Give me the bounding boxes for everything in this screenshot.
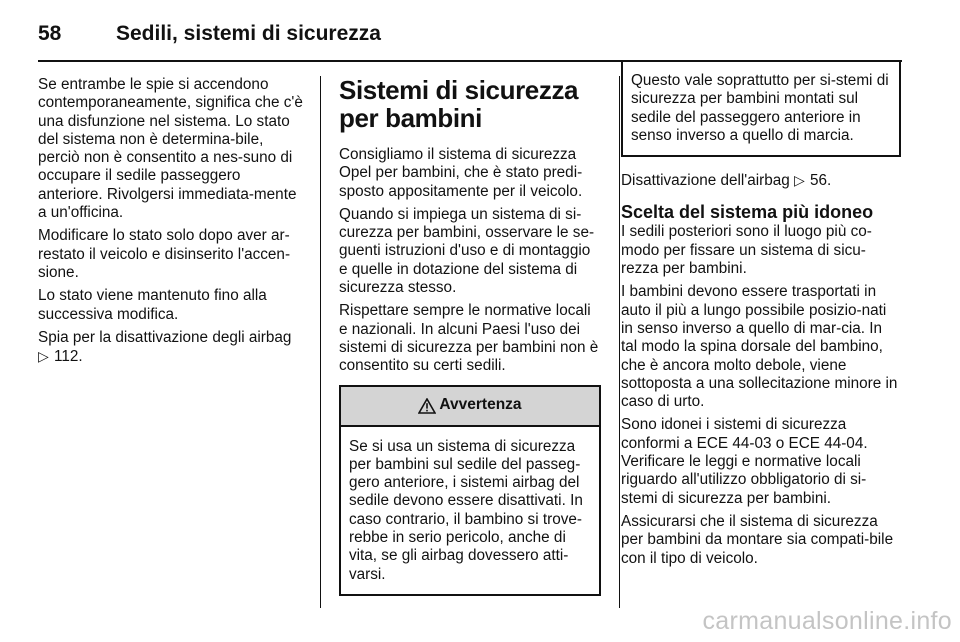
column-middle [339,76,601,596]
paragraph: I bambini devono essere trasportati in auto il più a lungo possibile posizio-nati in senso inverso a quello di mar-cia. In tal modo la spina dorsale del bambino, che è ancora molto debole, viene sottoposta a una sollecitazione minore in caso di urto. [621,283,898,411]
paragraph: Sono idonei i sistemi di sicurezza conformi a ECE 44-03 o ECE 44-04. Verificare le leggi e normative locali riguardo all'utilizzo obbligatorio di si-stemi di sicurezza per bambini. [621,416,868,507]
page-header [38,16,381,52]
warning-header [341,387,599,427]
warning-title: Avvertenza [439,396,522,414]
page-reference-arrow-icon: ▷ [38,348,49,365]
paragraph: Assicurarsi che il sistema di sicurezza per bambini da montare sia compati-bile con il tipo di veicolo. [621,512,894,567]
page-reference-link[interactable]: 112. [54,348,83,366]
paragraph-text: Spia per la disattivazione degli airbag [38,328,292,346]
paragraph: Quando si impiega un sistema di si-curezza per bambini, osservare le se-guenti istruzioni d'uso e di montaggio e quelle in dotazione del sistema di sicurezza stesso. [339,205,595,297]
column-divider-right [619,76,620,608]
paragraph [621,171,901,190]
paragraph-text: Disattivazione dell'airbag [621,172,790,190]
column-right [621,72,901,573]
warning-body: Se si usa un sistema di sicurezza per bambini sul sedile del passeg-gero anteriore, i sistemi airbag del sedile devono essere disattivati. In caso contrario, il bambino si trove-rebbe in serio pericolo, anche di vita, se gli airbag dovessero atti-varsi. [349,437,583,583]
paragraph: I sedili posteriori sono il luogo più co-modo per fissare un sistema di sicu-rezza per bambini. [621,223,872,278]
warning-box-continuation: Questo vale soprattutto per si-stemi di sicurezza per bambini montati sul sedile del passeggero anteriore in senso inverso a quello di marcia. [621,62,901,157]
page-reference-link[interactable]: 56. [810,172,832,190]
paragraph: Consigliamo il sistema di sicurezza Opel per bambini, che è stato predi-sposto appositamente per il veicolo. [339,146,583,200]
warning-box [339,385,601,596]
paragraph: Rispettare sempre le normative locali e nazionali. In alcuni Paesi l'uso dei sistemi di sicurezza per bambini non è consentito su certi sedili. [339,302,599,375]
page-number: 58 [38,22,62,45]
watermark: carmanualsonline.info [702,607,952,635]
subsection-title: Scelta del sistema più idoneo [621,202,874,223]
paragraph: Modificare lo stato solo dopo aver ar-restato il veicolo e disinserito l'accen-sione. [38,227,291,281]
column-divider-left [320,76,321,608]
column-left [38,76,304,371]
paragraph [38,329,304,367]
page-reference-arrow-icon: ▷ [793,172,805,189]
warning-triangle-icon [418,398,436,414]
chapter-title: Sedili, sistemi di sicurezza [116,22,381,45]
paragraph: Lo stato viene mantenuto fino alla successiva modifica. [38,287,267,323]
section-title: Sistemi di sicurezza per bambini [339,75,579,133]
paragraph: Se entrambe le spie si accendono contemporaneamente, significa che c'è una disfunzione nel sistema. Lo stato del sistema non è determina-bile, perciò non è consentito a nes-suno di occupare il sedile passeggero anteriore. Rivolgersi immediata-mente a un'officina. [38,76,303,222]
